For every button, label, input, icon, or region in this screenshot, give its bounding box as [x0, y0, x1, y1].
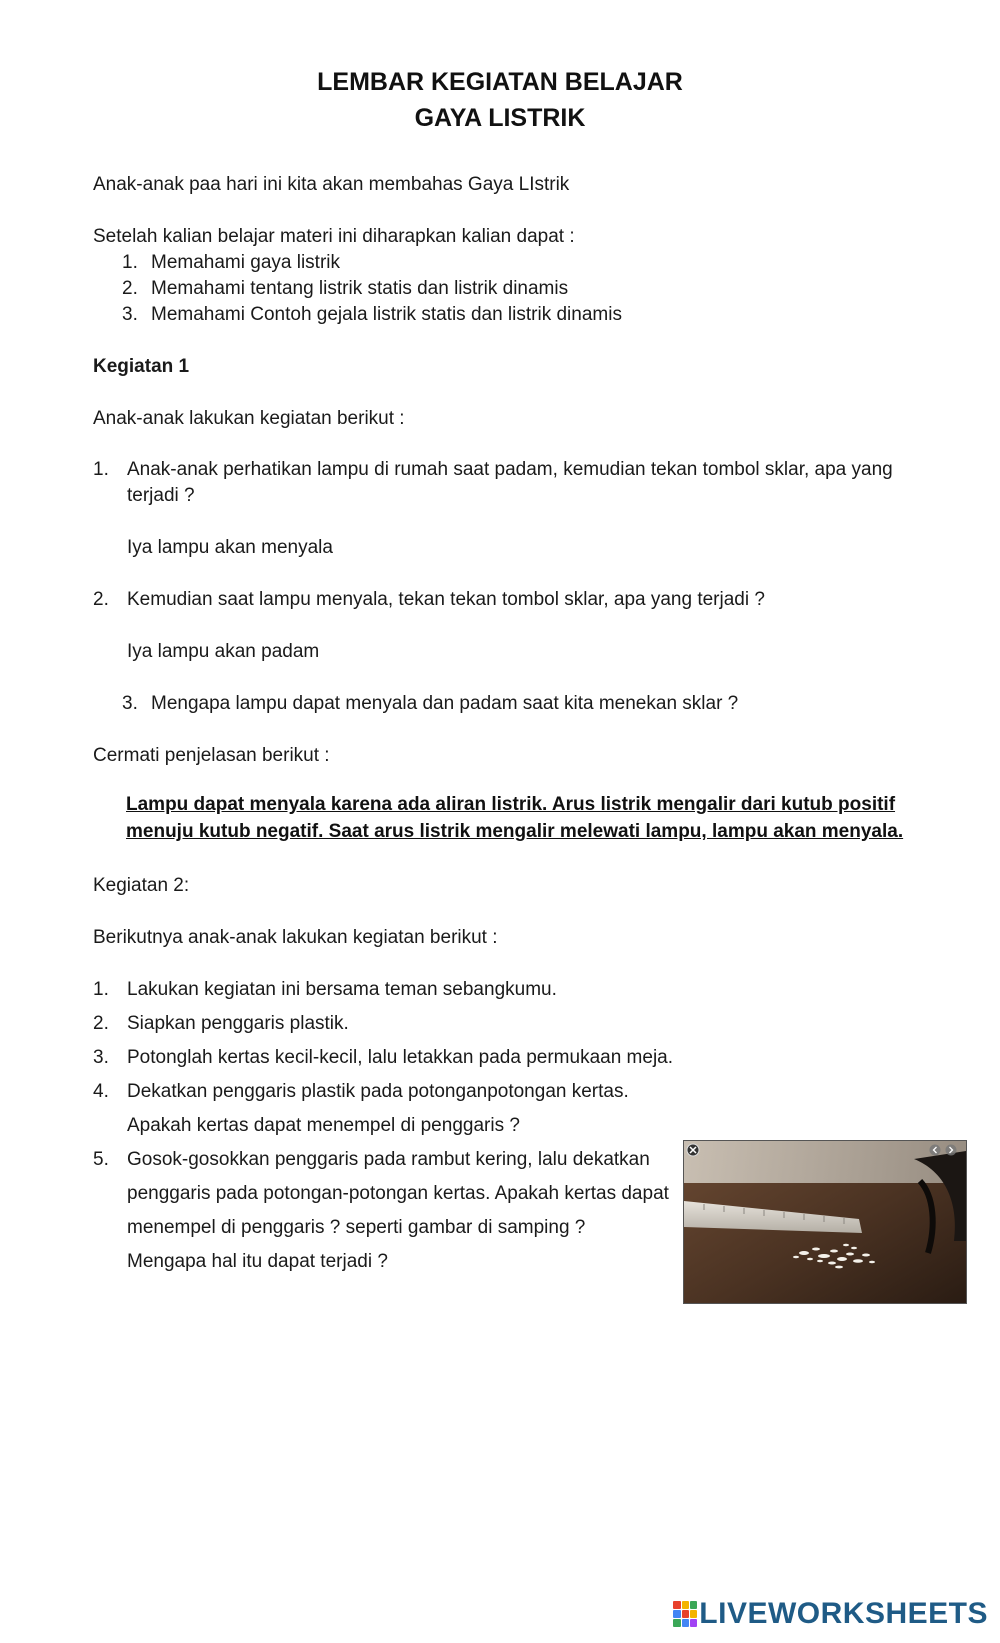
kegiatan2-lead: Berikutnya anak-anak lakukan kegiatan berikut : [93, 927, 498, 948]
objective-item: Memahami gaya listrik [151, 252, 340, 273]
brand-name: LIVEWORKSHEETS [699, 1597, 988, 1630]
step-line: Dekatkan penggaris plastik pada potonganpotongan kertas. [127, 1081, 629, 1102]
title-line-2: GAYA LISTRIK [414, 104, 586, 132]
intro-text: Anak-anak paa hari ini kita akan membahas Gaya LIstrik [93, 174, 570, 195]
ruler-paper-photo [683, 1140, 967, 1304]
chevron-left-icon[interactable] [930, 1145, 941, 1156]
objective-number: 3. [122, 304, 138, 325]
step-line: Siapkan penggaris plastik. [127, 1013, 349, 1034]
objective-number: 2. [122, 278, 138, 299]
explanation-lead: Cermati penjelasan berikut : [93, 745, 330, 766]
kegiatan1-heading: Kegiatan 1 [93, 356, 190, 377]
liveworksheets-logo[interactable] [673, 1596, 988, 1632]
step-line: Lakukan kegiatan ini bersama teman sebangkumu. [127, 979, 557, 1000]
title-line-1: LEMBAR KEGIATAN BELAJAR [317, 68, 683, 96]
objectives-lead: Setelah kalian belajar materi ini diharapkan kalian dapat : [93, 226, 575, 247]
question-1-line-1: Anak-anak perhatikan lampu di rumah saat padam, kemudian tekan tombol sklar, apa yang [127, 459, 893, 480]
question-number: 3. [122, 693, 138, 714]
objective-item: Memahami Contoh gejala listrik statis dan listrik dinamis [151, 304, 622, 325]
question-number: 1. [93, 459, 109, 480]
page-title [0, 64, 1000, 136]
step-number: 1. [93, 979, 109, 1000]
logo-grid-icon [673, 1601, 697, 1627]
objective-number: 1. [122, 252, 138, 273]
step-line: menempel di penggaris ? seperti gambar di samping ? [127, 1217, 586, 1238]
objective-item: Memahami tentang listrik statis dan listrik dinamis [151, 278, 569, 299]
step-number: 2. [93, 1013, 109, 1034]
question-2: Kemudian saat lampu menyala, tekan tekan tombol sklar, apa yang terjadi ? [127, 589, 765, 610]
kegiatan1-lead: Anak-anak lakukan kegiatan berikut : [93, 408, 405, 429]
answer-2: Iya lampu akan padam [127, 641, 320, 662]
step-line: Apakah kertas dapat menempel di penggaris ? [127, 1115, 520, 1136]
question-3: Mengapa lampu dapat menyala dan padam saat kita menekan sklar ? [151, 693, 739, 714]
close-icon[interactable] [687, 1144, 699, 1156]
step-number: 3. [93, 1047, 109, 1068]
chevron-right-icon[interactable] [946, 1145, 957, 1156]
question-1-line-2: terjadi ? [127, 485, 195, 506]
step-line: Mengapa hal itu dapat terjadi ? [127, 1251, 388, 1272]
step-number: 5. [93, 1149, 109, 1170]
explanation-text: Lampu dapat menyala karena ada aliran listrik. Arus listrik mengalir dari kutub positif menuju kutub negatif. Saat arus listrik mengalir melewati lampu, lampu akan menyala. [126, 794, 904, 842]
kegiatan2-heading: Kegiatan 2: [93, 875, 190, 896]
step-line: Potonglah kertas kecil-kecil, lalu letakkan pada permukaan meja. [127, 1047, 674, 1068]
question-number: 2. [93, 589, 109, 610]
step-line: Gosok-gosokkan penggaris pada rambut kering, lalu dekatkan [127, 1149, 650, 1170]
step-line: penggaris pada potongan-potongan kertas. Apakah kertas dapat [127, 1183, 669, 1204]
answer-1: Iya lampu akan menyala [127, 537, 333, 558]
step-number: 4. [93, 1081, 109, 1102]
